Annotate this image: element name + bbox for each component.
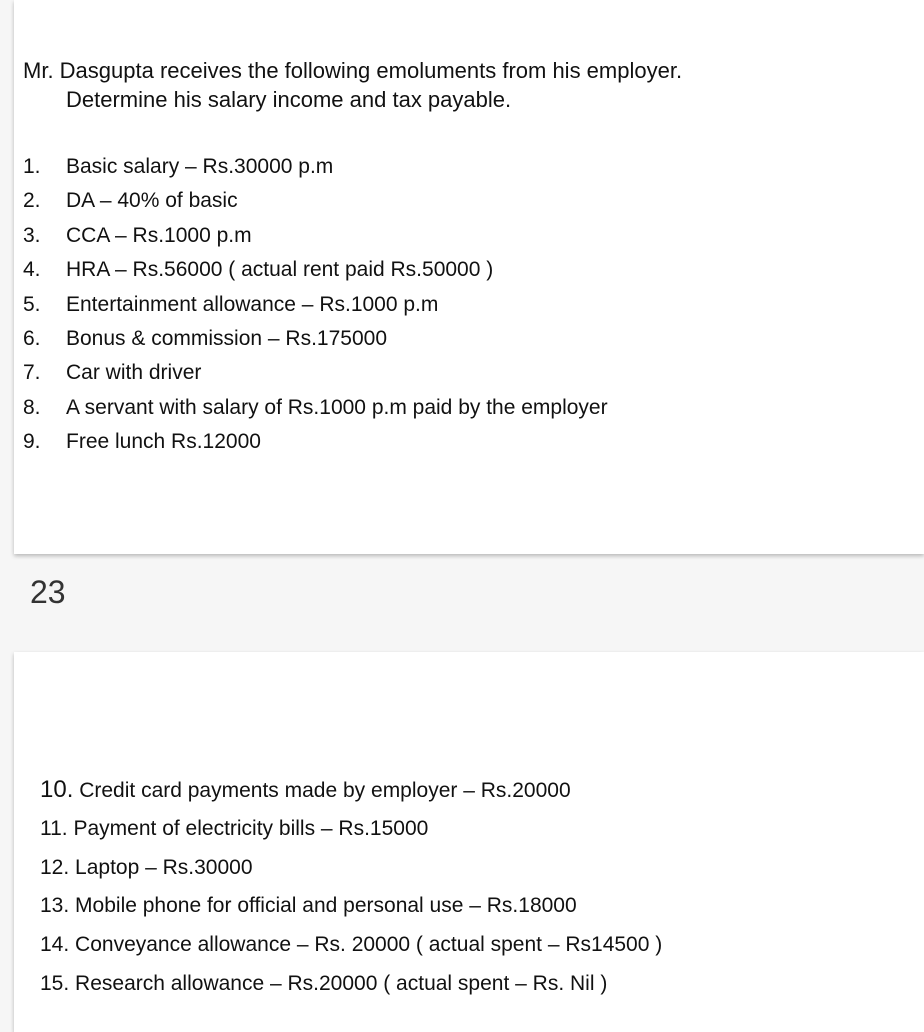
list-item	[40, 926, 662, 965]
item-text: Laptop – Rs.30000	[75, 855, 253, 879]
item-number: 12.	[40, 855, 70, 879]
slide-1	[14, 0, 924, 554]
list-item	[23, 391, 608, 425]
item-text: Mobile phone for official and personal use – Rs.18000	[75, 894, 577, 918]
list-item	[40, 887, 662, 926]
item-text: Entertainment allowance – Rs.1000 p.m	[66, 292, 439, 316]
item-text: Basic salary – Rs.30000 p.m	[66, 155, 334, 178]
item-number: 10.	[40, 776, 74, 803]
list-item	[23, 219, 608, 253]
item-text: Car with driver	[66, 361, 202, 385]
item-text: A servant with salary of Rs.1000 p.m paid by the employer	[66, 395, 608, 419]
item-number: 11.	[40, 816, 68, 840]
item-text: DA – 40% of basic	[66, 189, 238, 213]
item-text: Bonus & commission – Rs.175000	[66, 326, 387, 350]
list-item	[40, 849, 662, 888]
item-text: HRA – Rs.56000 ( actual rent paid Rs.50000 )	[66, 258, 494, 282]
emoluments-list	[23, 150, 608, 460]
list-item	[40, 965, 662, 1004]
item-text: Free lunch Rs.12000	[66, 430, 261, 454]
item-number: 8.	[23, 395, 41, 419]
item-text: Research allowance – Rs.20000 ( actual spent – Rs. Nil )	[75, 971, 608, 995]
question-intro	[23, 56, 903, 114]
list-item	[23, 150, 608, 184]
item-number: 7.	[23, 361, 41, 385]
item-text: Payment of electricity bills – Rs.15000	[73, 816, 429, 840]
list-item	[40, 771, 662, 810]
slide-2	[14, 652, 924, 1032]
intro-line-1: Mr. Dasgupta receives the following emoluments from his employer.	[23, 58, 683, 83]
item-text: Credit card payments made by employer – Rs.20000	[79, 779, 571, 802]
item-number: 4.	[23, 258, 41, 282]
page-number: 23	[30, 574, 66, 610]
intro-line-2: Determine his salary income and tax payable.	[66, 87, 512, 112]
item-number: 6.	[23, 326, 41, 350]
item-number: 9.	[23, 430, 41, 454]
list-item	[23, 322, 608, 356]
item-number: 2.	[23, 189, 41, 213]
list-item	[23, 253, 608, 287]
list-item	[40, 810, 662, 849]
list-item	[23, 184, 608, 218]
emoluments-list-continued	[40, 771, 662, 1004]
list-item	[23, 288, 608, 322]
list-item	[23, 356, 608, 390]
item-number: 5.	[23, 292, 41, 316]
item-number: 13.	[40, 894, 70, 918]
item-number: 14.	[40, 933, 70, 957]
item-text: CCA – Rs.1000 p.m	[66, 223, 252, 247]
item-number: 15.	[40, 971, 70, 995]
item-text: Conveyance allowance – Rs. 20000 ( actual spent – Rs14500 )	[75, 933, 663, 957]
item-number: 3.	[23, 223, 41, 247]
list-item	[23, 425, 608, 459]
item-number: 1.	[23, 155, 41, 178]
